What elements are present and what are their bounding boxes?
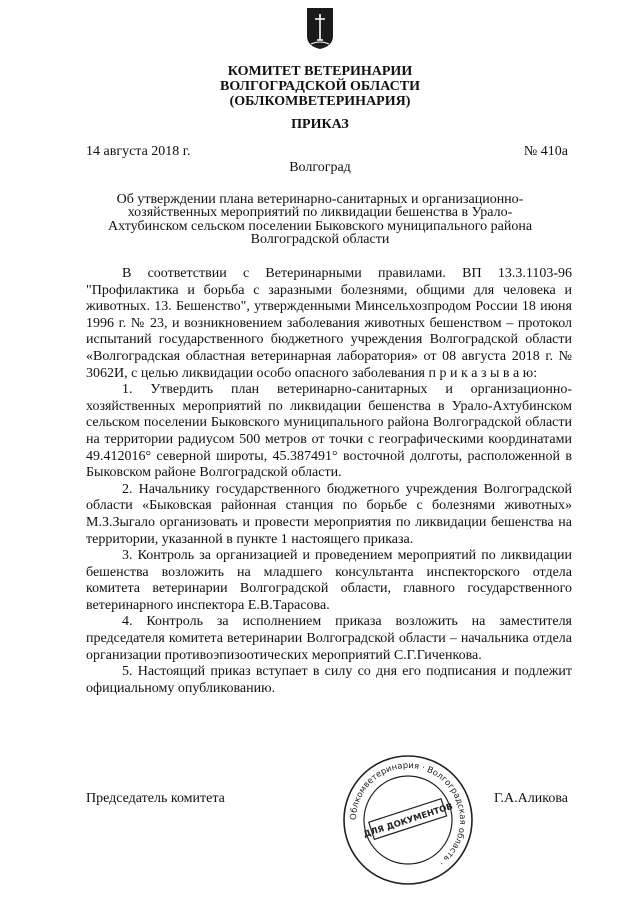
committee-header <box>0 64 640 109</box>
signatory-name: Г.А.Аликова <box>494 791 568 806</box>
header-line-2: ВОЛГОГРАДСКОЙ ОБЛАСТИ <box>220 79 420 94</box>
header-line-1: КОМИТЕТ ВЕТЕРИНАРИИ <box>227 64 413 79</box>
signatory-position: Председатель комитета <box>86 791 225 806</box>
order-city: Волгоград <box>289 160 351 175</box>
order-title: ПРИКАЗ <box>291 117 349 132</box>
header-line-3: (ОБЛКОМВЕТЕРИНАРИЯ) <box>229 94 411 109</box>
item-3-paragraph: 3. Контроль за организацией и проведением мероприятий по ликвидации бешенства возложить на младшего консультанта инспекторского отдела комитета ветеринарии Волгоградской области, главного государственного ветеринарного инспектора Е.В.Тарасова. <box>86 548 572 613</box>
svg-text:Облкомветеринария · Волгоградс <box>349 761 467 867</box>
order-date: 14 августа 2018 г. <box>86 144 191 159</box>
official-stamp <box>340 752 476 888</box>
item-2-paragraph: 2. Начальнику государственного бюджетного учреждения Волгоградской области «Быковская районная станция по борьбе с болезнями животных» М.З.Зыгало организовать и провести мероприятия по ликвидации бешенства на территории, указанной в пункте 1 настоящего приказа. <box>86 481 572 547</box>
item-4-paragraph: 4. Контроль за исполнением приказа возложить на заместителя председателя комитета ветеринарии Волгоградской области – начальника отдела организации противоэпизоотических мероприятий С.Г.Гиченкова. <box>86 614 572 663</box>
coat-of-arms-icon <box>305 6 335 50</box>
order-body <box>86 266 572 697</box>
item-5-paragraph: 5. Настоящий приказ вступает в силу со дня его подписания и подлежит официальному опубликованию. <box>86 664 572 696</box>
stamp-ring-text: Облкомветеринария · Волгоградская область · <box>348 760 468 868</box>
order-subject: Об утверждении плана ветеринарно-санитарных и организационно-хозяйственных мероприятий по ликвидации бешенства в Урало-Ахтубинском сельском поселении Быковского муниципального района Волгоградской области <box>107 192 533 247</box>
item-1-paragraph: 1. Утвердить план ветеринарно-санитарных и организационно-хозяйственных мероприятий по ликвидации бешенства в Урало-Ахтубинском сельском поселении Быковского муниципального района Волгоградской области на территории радиусом 500 метров от точки с географическими координатами 49.412016° северной широты, 45.387491° восточной долготы, расположенной в Быковском районе Волгоградской области. <box>86 382 572 481</box>
preamble-paragraph: В соответствии с Ветеринарными правилами. ВП 13.3.1103-96 "Профилактика и борьба с заразными болезнями, общими для человека и животных. 13. Бешенство", утвержденными Минсельхозпродом России 18 июня 1996 г. № 23, и возникновением заболевания животных бешенством – протокол испытаний государственного бюджетного учреждения Волгоградской области «Волгоградская областная ветеринарная лаборатория» от 08 августа 2018 г. № 3062И, с целью ликвидации особо опасного заболевания п р и к а з ы в а ю: <box>86 266 572 381</box>
order-number: № 410а <box>523 144 568 159</box>
stamp-center-text: ДЛЯ ДОКУМЕНТОВ <box>362 801 455 841</box>
